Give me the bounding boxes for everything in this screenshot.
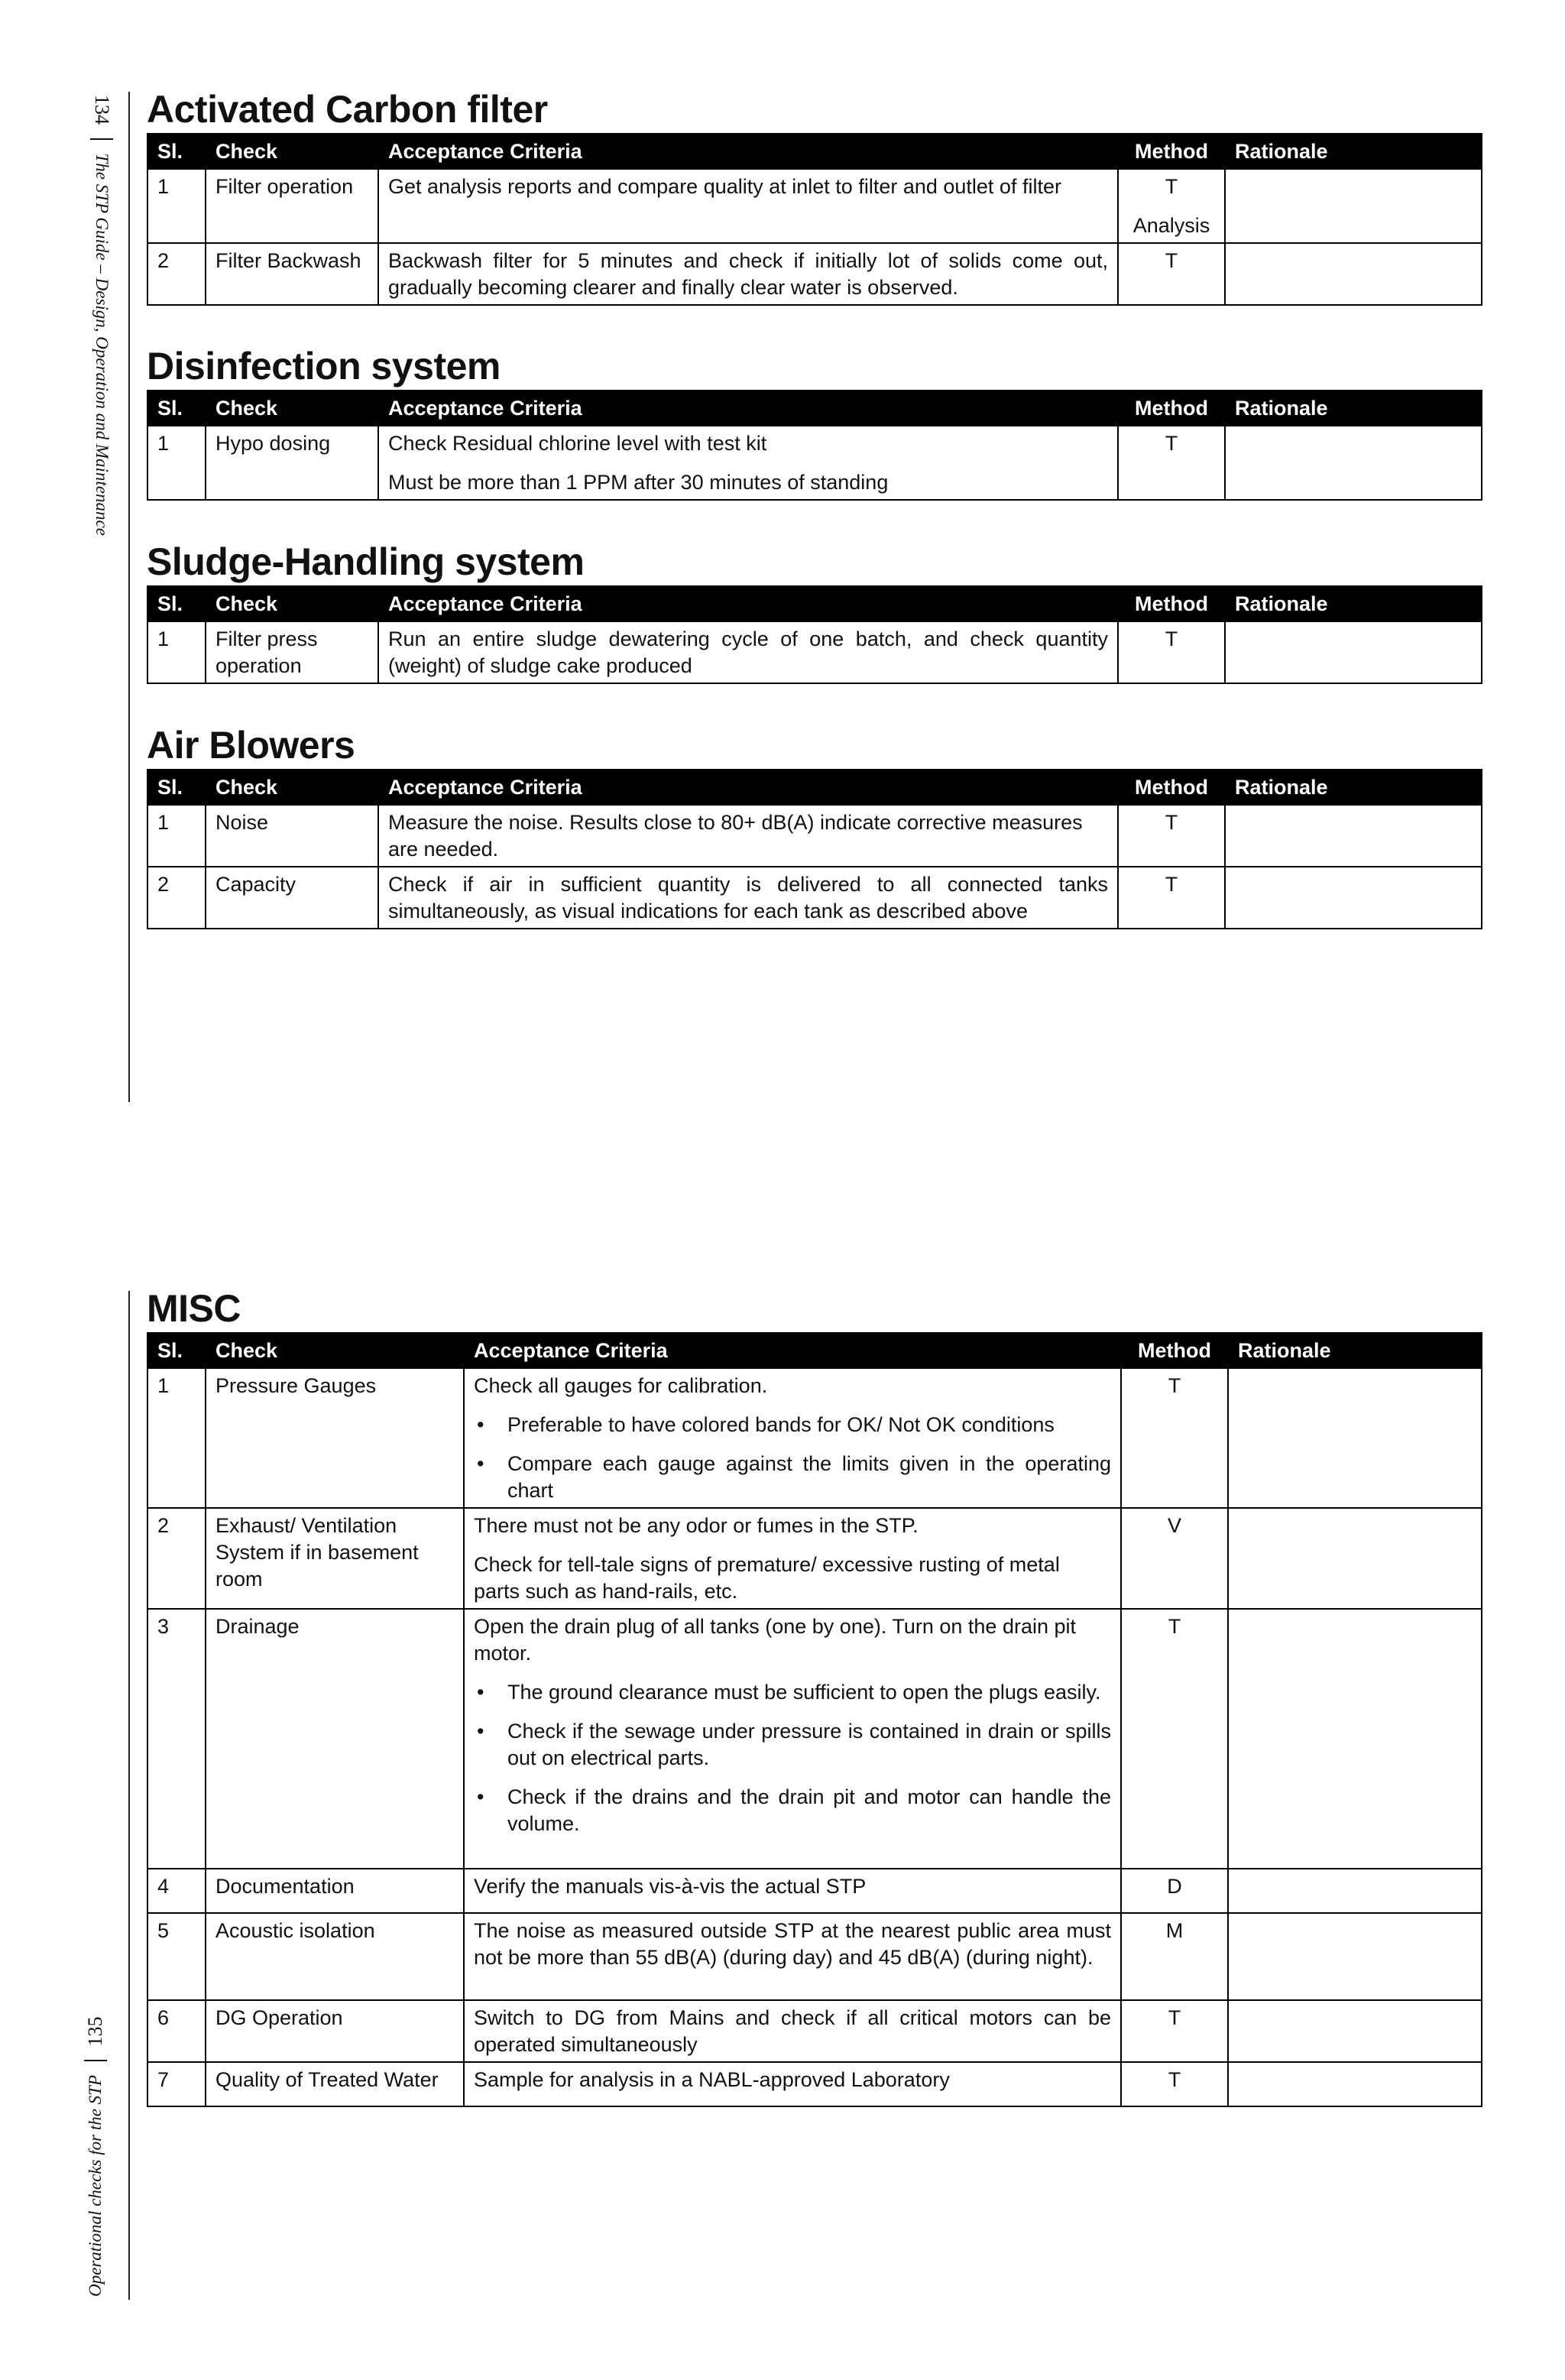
- header-sl: Sl.: [147, 1333, 206, 1368]
- table-row: [147, 169, 1482, 243]
- table-row: [147, 1609, 1482, 1869]
- table-row: [147, 1913, 1482, 2000]
- header-method: Method: [1118, 770, 1225, 805]
- header-check: Check: [206, 586, 378, 621]
- cell-sl: 1: [147, 169, 206, 243]
- cell-criteria: Check if air in sufficient quantity is delivered to all connected tanks simultaneously, as visual indications for each tank as described above: [378, 867, 1118, 929]
- header-criteria: Acceptance Criteria: [378, 586, 1118, 621]
- bullet-item: • Compare each gauge against the limits given in the operating chart: [474, 1451, 1111, 1504]
- cell-method: [1118, 169, 1225, 243]
- cell-sl: 6: [147, 2000, 206, 2062]
- header-sl: Sl.: [147, 770, 206, 805]
- cell-criteria: Switch to DG from Mains and check if all critical motors can be operated simultaneously: [464, 2000, 1121, 2062]
- cell-check: Filter Backwash: [206, 243, 378, 305]
- cell-sl: 1: [147, 805, 206, 867]
- cell-criteria: Measure the noise. Results close to 80+ dB(A) indicate corrective measures are needed.: [378, 805, 1118, 867]
- method-code: T: [1165, 175, 1178, 198]
- cell-method: T: [1121, 2062, 1228, 2106]
- header-rationale: Rationale: [1225, 391, 1482, 426]
- cell-check: Acoustic isolation: [206, 1913, 464, 2000]
- section-title-air-blowers: Air Blowers: [147, 724, 355, 767]
- header-criteria: Acceptance Criteria: [378, 770, 1118, 805]
- section-title-sludge-handling: Sludge-Handling system: [147, 540, 585, 583]
- cell-method: T: [1118, 243, 1225, 305]
- cell-sl: 3: [147, 1609, 206, 1869]
- header-method: Method: [1118, 134, 1225, 169]
- page-135: [0, 1190, 1565, 2380]
- cell-criteria: [464, 1368, 1121, 1508]
- cell-criteria: The noise as measured outside STP at the nearest public area must not be more than 55 dB(A) (during day) and 45 dB(A) (during night).: [464, 1913, 1121, 2000]
- header-rationale: Rationale: [1225, 586, 1482, 621]
- header-method: Method: [1121, 1333, 1228, 1368]
- cell-sl: 4: [147, 1869, 206, 1913]
- header-check: Check: [206, 391, 378, 426]
- cell-method: D: [1121, 1869, 1228, 1913]
- cell-rationale: [1225, 805, 1482, 867]
- cell-check: Filter press operation: [206, 621, 378, 683]
- cell-check: Exhaust/ Ventilation System if in basement room: [206, 1508, 464, 1609]
- cell-sl: 2: [147, 1508, 206, 1609]
- bullet-item: • Check if the drains and the drain pit and motor can handle the volume.: [474, 1784, 1111, 1837]
- table-row: [147, 1508, 1482, 1609]
- cell-sl: 7: [147, 2062, 206, 2106]
- cell-method: T: [1121, 1609, 1228, 1869]
- cell-sl: 5: [147, 1913, 206, 2000]
- cell-criteria: [378, 426, 1118, 500]
- cell-method: M: [1121, 1913, 1228, 2000]
- table-header-row: [147, 391, 1482, 426]
- header-method: Method: [1118, 391, 1225, 426]
- section-title-disinfection: Disinfection system: [147, 345, 501, 387]
- criteria-line: Check for tell-tale signs of premature/ excessive rusting of metal parts such as hand-rails, etc.: [474, 1553, 1060, 1603]
- header-criteria: Acceptance Criteria: [464, 1333, 1121, 1368]
- cell-criteria: Verify the manuals vis-à-vis the actual STP: [464, 1869, 1121, 1913]
- section-title-activated-carbon: Activated Carbon filter: [147, 88, 548, 131]
- cell-criteria: Sample for analysis in a NABL-approved Laboratory: [464, 2062, 1121, 2106]
- header-divider: [84, 2060, 107, 2061]
- running-title: The STP Guide – Design, Operation and Maintenance: [92, 153, 112, 536]
- header-criteria: Acceptance Criteria: [378, 391, 1118, 426]
- page-number: 134: [91, 95, 113, 125]
- header-divider: [90, 138, 113, 140]
- cell-method: T: [1118, 867, 1225, 929]
- table-disinfection: [147, 390, 1482, 501]
- cell-rationale: [1225, 867, 1482, 929]
- bullet-item: • The ground clearance must be sufficient to open the plugs easily.: [474, 1679, 1111, 1706]
- criteria-line: Must be more than 1 PPM after 30 minutes of standing: [388, 471, 889, 494]
- table-row: [147, 867, 1482, 929]
- table-misc: [147, 1332, 1482, 2107]
- table-header-row: [147, 770, 1482, 805]
- cell-check: Quality of Treated Water: [206, 2062, 464, 2106]
- cell-criteria: [464, 1609, 1121, 1869]
- cell-sl: 1: [147, 621, 206, 683]
- cell-rationale: [1225, 243, 1482, 305]
- cell-check: Drainage: [206, 1609, 464, 1869]
- method-extra: Analysis: [1132, 214, 1210, 237]
- table-row: [147, 2000, 1482, 2062]
- cell-sl: 2: [147, 867, 206, 929]
- table-air-blowers: [147, 769, 1482, 929]
- cell-rationale: [1225, 169, 1482, 243]
- margin-rule: [128, 92, 130, 1102]
- criteria-line: Check all gauges for calibration.: [474, 1374, 768, 1397]
- cell-rationale: [1228, 1368, 1482, 1508]
- cell-rationale: [1228, 2000, 1482, 2062]
- cell-rationale: [1228, 1913, 1482, 2000]
- cell-check: Filter operation: [206, 169, 378, 243]
- table-row: [147, 621, 1482, 683]
- cell-sl: 1: [147, 1368, 206, 1508]
- header-rationale: Rationale: [1228, 1333, 1482, 1368]
- criteria-bullets: [474, 1412, 1111, 1504]
- cell-check: Hypo dosing: [206, 426, 378, 500]
- table-row: [147, 1368, 1482, 1508]
- cell-sl: 2: [147, 243, 206, 305]
- table-row: [147, 2062, 1482, 2106]
- cell-rationale: [1228, 1869, 1482, 1913]
- bullet-item: • Preferable to have colored bands for OK/ Not OK conditions: [474, 1412, 1111, 1438]
- cell-check: DG Operation: [206, 2000, 464, 2062]
- header-check: Check: [206, 134, 378, 169]
- table-activated-carbon: [147, 133, 1482, 306]
- running-header-right: [84, 2016, 107, 2297]
- cell-rationale: [1225, 426, 1482, 500]
- criteria-line: There must not be any odor or fumes in the STP.: [474, 1514, 919, 1537]
- cell-check: Capacity: [206, 867, 378, 929]
- cell-method: T: [1121, 1368, 1228, 1508]
- section-title-misc: MISC: [147, 1287, 241, 1330]
- running-title: Operational checks for the STP: [86, 2074, 105, 2297]
- cell-rationale: [1228, 1508, 1482, 1609]
- cell-check: Noise: [206, 805, 378, 867]
- table-row: [147, 426, 1482, 500]
- cell-method: V: [1121, 1508, 1228, 1609]
- table-header-row: [147, 586, 1482, 621]
- table-sludge-handling: [147, 585, 1482, 684]
- margin-rule: [128, 1291, 130, 2300]
- cell-criteria: Get analysis reports and compare quality at inlet to filter and outlet of filter: [378, 169, 1118, 243]
- cell-criteria: Backwash filter for 5 minutes and check if initially lot of solids come out, gradually becoming clearer and finally clear water is observed.: [378, 243, 1118, 305]
- header-check: Check: [206, 1333, 464, 1368]
- criteria-line: Check Residual chlorine level with test kit: [388, 432, 767, 455]
- cell-rationale: [1228, 2062, 1482, 2106]
- cell-criteria: [464, 1508, 1121, 1609]
- bullet-item: • Check if the sewage under pressure is contained in drain or spills out on electrical parts.: [474, 1718, 1111, 1772]
- criteria-line: Open the drain plug of all tanks (one by one). Turn on the drain pit motor.: [474, 1615, 1076, 1665]
- header-criteria: Acceptance Criteria: [378, 134, 1118, 169]
- table-header-row: [147, 1333, 1482, 1368]
- cell-rationale: [1225, 621, 1482, 683]
- page-number: 135: [84, 2016, 106, 2047]
- cell-method: T: [1121, 2000, 1228, 2062]
- header-rationale: Rationale: [1225, 770, 1482, 805]
- header-method: Method: [1118, 586, 1225, 621]
- cell-check: Pressure Gauges: [206, 1368, 464, 1508]
- cell-method: T: [1118, 621, 1225, 683]
- table-row: [147, 243, 1482, 305]
- cell-check: Documentation: [206, 1869, 464, 1913]
- table-row: [147, 1869, 1482, 1913]
- cell-rationale: [1228, 1609, 1482, 1869]
- table-header-row: [147, 134, 1482, 169]
- cell-method: T: [1118, 805, 1225, 867]
- header-sl: Sl.: [147, 586, 206, 621]
- header-rationale: Rationale: [1225, 134, 1482, 169]
- header-sl: Sl.: [147, 134, 206, 169]
- header-sl: Sl.: [147, 391, 206, 426]
- table-row: [147, 805, 1482, 867]
- running-header-left: [90, 95, 113, 536]
- criteria-bullets: [474, 1679, 1111, 1837]
- header-check: Check: [206, 770, 378, 805]
- cell-sl: 1: [147, 426, 206, 500]
- cell-method: T: [1118, 426, 1225, 500]
- cell-criteria: Run an entire sludge dewatering cycle of one batch, and check quantity (weight) of sludge cake produced: [378, 621, 1118, 683]
